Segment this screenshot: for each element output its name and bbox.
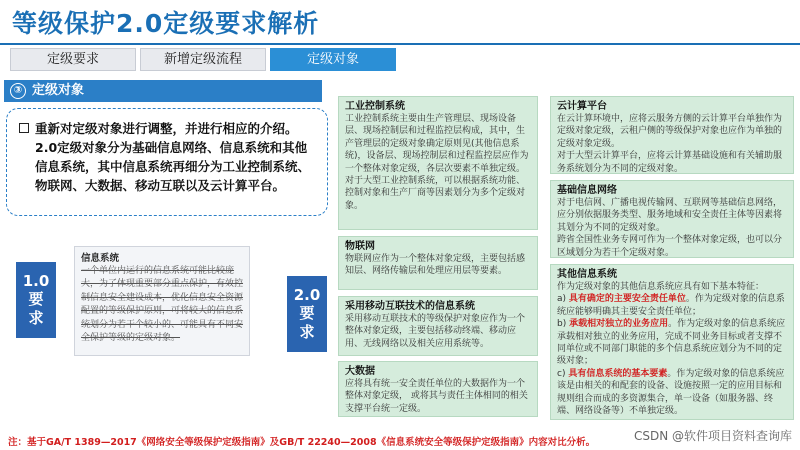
version-2-label-2: 求 <box>299 323 315 341</box>
title-divider <box>0 43 800 45</box>
card-paragraph: 作为定级对象的其他信息系统应具有如下基本特征： <box>557 282 765 292</box>
feature-c: c) 具有信息系统的基本要素。作为定级对象的信息系统应该是由相关的和配套的设备、设施按照一定的应用目标和规则组合而成的多资源集合，单一设备（如服务器、终端、网络设备等）不单独定级。 <box>557 368 785 417</box>
tab-grading-requirements[interactable]: 定级要求 <box>10 48 136 71</box>
card-title: 物联网 <box>345 241 375 252</box>
card-other-systems <box>550 264 794 420</box>
feature-b: b) 承载相对独立的业务应用。作为定级对象的信息系统应承载相对独立的业务应用，完成不同业务目标或者支撑不同单位或不同部门职能的多个信息系统应划分为不同的定级对象； <box>557 319 786 367</box>
card-paragraph: 在云计算环境中，应将云服务方侧的云计算平台单独作为定级对象定级，云租户侧的等级保护对象也应作为单独的定级对象定级。 <box>557 114 783 149</box>
card-paragraph: 工业控制系统主要由生产管理层、现场设备层、现场控制层和过程监控层构成，其中，生产管理层的定级对象确定原则见(其他信息系统)，设备层、现场控制层和过程监控层应作为一个整体对象定级，各层次要素不单独定级。 <box>345 114 529 174</box>
card-paragraph: 物联网应作为一个整体对象定级，主要包括感知层、网络传输层和处理应用层等要素。 <box>345 254 526 277</box>
card-basic-network <box>550 180 794 258</box>
card-cloud-platform <box>550 96 794 174</box>
tab-grading-objects[interactable]: 定级对象 <box>270 48 396 71</box>
intro-text: 重新对定级对象进行调整，并进行相应的介绍。2.0定级对象分为基础信息网络、信息系统和其他信息系统，其中信息系统再细分为工业控制系统、物联网、大数据、移动互联以及云计算平台。 <box>35 121 311 193</box>
card-title: 其他信息系统 <box>557 269 617 280</box>
version-1-badge <box>16 262 56 338</box>
version-1-label-2: 求 <box>28 309 44 327</box>
card-paragraph: 对于电信网、广播电视传输网、互联网等基础信息网络，应分别依据服务类型、服务地域和安全责任主体等因素将其划分为不同的定级对象。 <box>557 198 783 233</box>
tab-bar <box>10 48 396 71</box>
card-title: 大数据 <box>345 366 375 377</box>
card-paragraph: 应将具有统一安全责任单位的大数据作为一个整体对象定级， 或将其与责任主体相同的相关支撑平台统一定级。 <box>345 379 528 414</box>
section-header <box>4 80 322 102</box>
section-number-icon: ③ <box>10 83 26 99</box>
feature-b-highlight: 承载相对独立的业务应用 <box>569 319 669 330</box>
intro-box <box>6 108 328 216</box>
old-definition-box <box>74 246 250 356</box>
version-2-label-1: 要 <box>299 304 315 322</box>
card-big-data <box>338 361 538 417</box>
old-definition-title: 信息系统 <box>81 253 120 264</box>
page-title: 等级保护2.0定级要求解析 <box>12 9 320 38</box>
feature-a-highlight: 具有确定的主要安全责任单位 <box>568 294 686 305</box>
version-1-label-1: 要 <box>28 290 44 308</box>
card-paragraph: 对于大型工业控制系统，可以根据系统功能、控制对象和生产厂商等因素划分为多个定级对象。 <box>345 176 526 211</box>
version-2-badge <box>287 276 327 352</box>
version-2-number: 2.0 <box>293 286 321 304</box>
card-mobile-internet <box>338 296 538 356</box>
card-iot <box>338 236 538 290</box>
tab-new-grading-process[interactable]: 新增定级流程 <box>140 48 266 71</box>
section-label: 定级对象 <box>32 83 85 98</box>
feature-c-highlight: 具有信息系统的基本要素 <box>568 368 668 379</box>
card-paragraph: 跨省全国性业务专网可作为一个整体对象定级，也可以分区域划分为若干个定级对象。 <box>557 235 783 258</box>
footnote: 注：基于GA/T 1389—2017《网络安全等级保护定级指南》及GB/T 22240—2008《信息系统安全等级保护定级指南》内容对比分析。 <box>8 437 596 448</box>
bullet-square-icon <box>19 123 29 133</box>
card-title: 工业控制系统 <box>345 101 405 112</box>
card-paragraph: 采用移动互联技术的等级保护对象应作为一个整体对象定级，主要包括移动终端、移动应用、无线网络以及相关应用系统等。 <box>345 314 526 349</box>
card-industrial-control <box>338 96 538 230</box>
feature-a: a) 具有确定的主要安全责任单位。作为定级对象的信息系统应能够明确其主要安全责任单位； <box>557 294 785 317</box>
version-1-number: 1.0 <box>22 272 50 290</box>
card-title: 采用移动互联技术的信息系统 <box>345 301 475 312</box>
old-definition-text: 一个单位内运行的信息系统可能比较庞大，为了体现重要部分重点保护，有效控制信息安全建设成本，优化信息安全资源配置的等级保护原则，可将较大的信息系统划分为若干个较小的、可能具有不同安全保护等级的定级对象。 <box>81 266 244 344</box>
card-title: 云计算平台 <box>557 101 607 112</box>
watermark: CSDN @软件项目资料查询库 <box>633 429 792 443</box>
card-title: 基础信息网络 <box>557 185 617 196</box>
card-paragraph: 对于大型云计算平台，应将云计算基础设施和有关辅助服务系统划分为不同的定级对象。 <box>557 151 783 174</box>
